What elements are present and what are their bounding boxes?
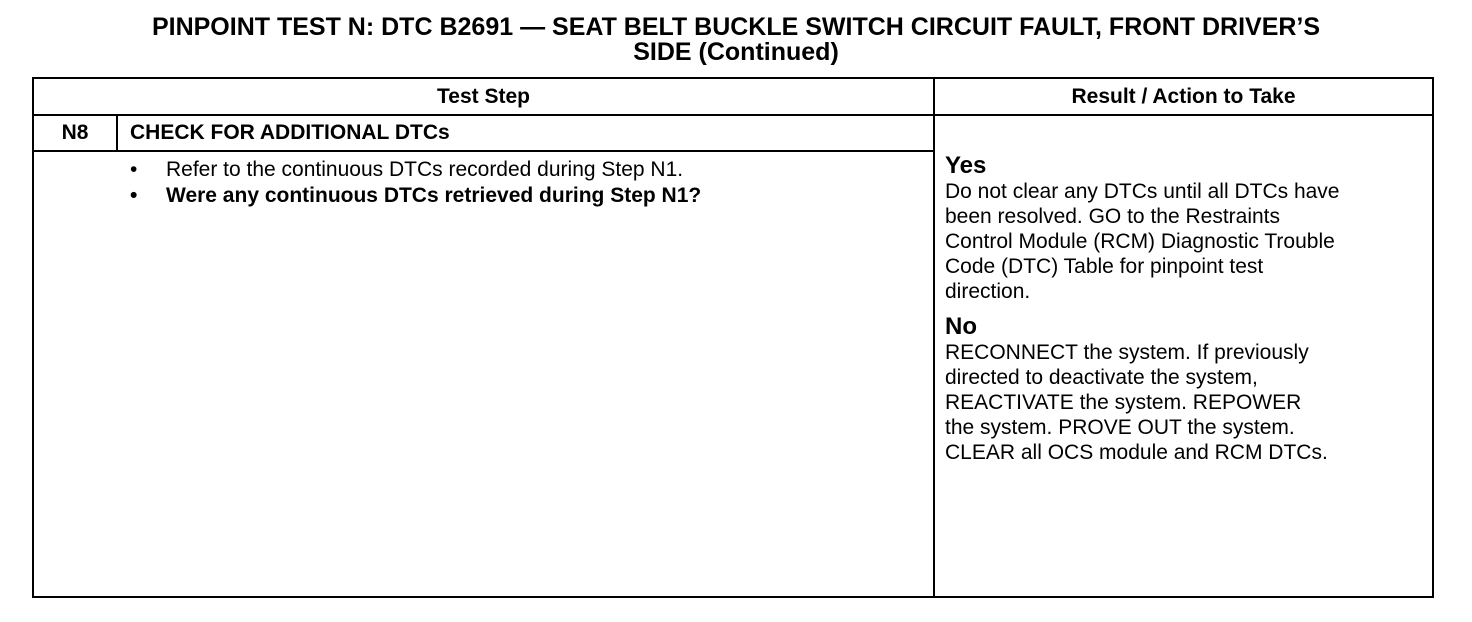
column-divider: [933, 79, 935, 596]
step-header-row: [34, 116, 933, 152]
result-no-text: RECONNECT the system. If previously directed to deactivate the system, REACTIVATE the system. REPOWER the system. PROVE OUT the system. CLEAR all OCS module and RCM DTCs.: [945, 341, 1328, 464]
page-title: [0, 15, 1472, 65]
instruction-item: [124, 157, 924, 183]
step-instructions: [124, 157, 924, 209]
bullet-marker: •: [130, 184, 138, 207]
header-result-action: Result / Action to Take: [1071, 85, 1296, 108]
result-yes-heading: Yes: [945, 152, 987, 179]
table-header-row: [34, 79, 1432, 116]
result-action-cell: [945, 153, 1431, 465]
step-title: CHECK FOR ADDITIONAL DTCs: [130, 121, 450, 144]
result-no-heading: No: [945, 313, 977, 340]
header-test-step: Test Step: [437, 85, 530, 108]
instruction-question: [124, 183, 924, 209]
question-text: Were any continuous DTCs retrieved during Step N1?: [166, 184, 702, 207]
instruction-text: Refer to the continuous DTCs recorded during Step N1.: [166, 158, 684, 181]
pinpoint-test-table: [32, 77, 1434, 598]
page-title-line-2: SIDE (Continued): [633, 38, 839, 66]
result-yes-text: Do not clear any DTCs until all DTCs have been resolved. GO to the Restraints Control Module (RCM) Diagnostic Trouble Code (DTC) Table for pinpoint test direction.: [945, 180, 1340, 303]
page-title-line-1: PINPOINT TEST N: DTC B2691 — SEAT BELT BUCKLE SWITCH CIRCUIT FAULT, FRONT DRIVER’S: [151, 13, 1321, 41]
bullet-marker: •: [130, 158, 138, 181]
step-number: N8: [34, 116, 118, 150]
